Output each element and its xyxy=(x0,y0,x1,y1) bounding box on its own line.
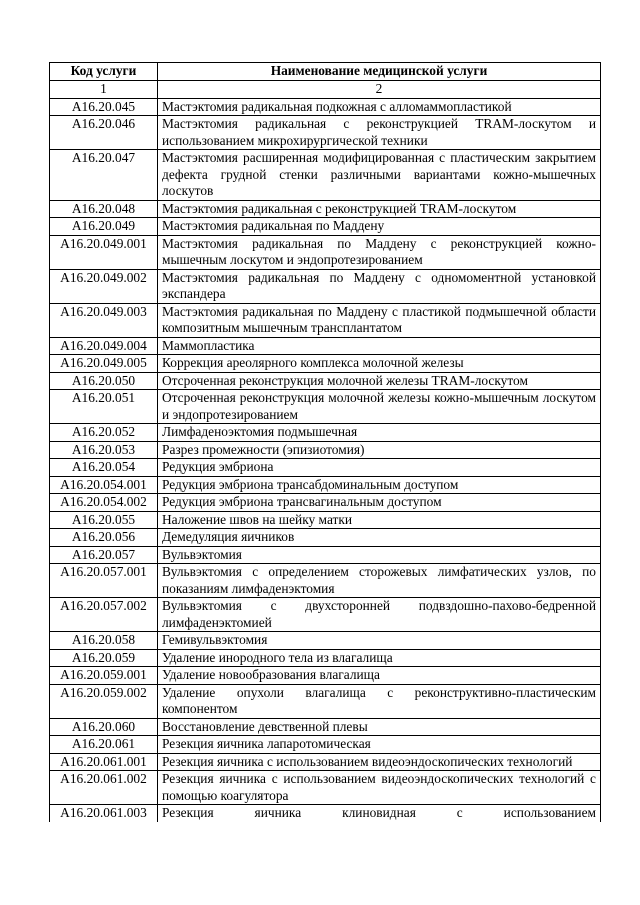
service-name: Резекция яичника с использованием видеоэндоскопических технологий с помощью коагулятора xyxy=(158,771,601,805)
table-row xyxy=(50,684,601,718)
service-name: Резекция яичника клиновидная с использованием xyxy=(158,805,601,822)
table-row xyxy=(50,459,601,477)
service-name: Наложение швов на шейку матки xyxy=(158,511,601,529)
service-code: A16.20.049.005 xyxy=(50,355,158,373)
service-code: A16.20.049.002 xyxy=(50,269,158,303)
service-code: A16.20.058 xyxy=(50,632,158,650)
column-number-2: 2 xyxy=(158,81,601,99)
table-row xyxy=(50,424,601,442)
table-header-row xyxy=(50,63,601,81)
table-row xyxy=(50,390,601,424)
service-name: Редукция эмбриона трансвагинальным доступом xyxy=(158,494,601,512)
table-row xyxy=(50,150,601,201)
service-name: Мастэктомия радикальная с реконструкцией TRAM-лоскутом xyxy=(158,200,601,218)
service-name: Разрез промежности (эпизиотомия) xyxy=(158,441,601,459)
service-code: A16.20.053 xyxy=(50,441,158,459)
table-row xyxy=(50,771,601,805)
table-row xyxy=(50,598,601,632)
table-row xyxy=(50,355,601,373)
service-name: Лимфаденоэктомия подмышечная xyxy=(158,424,601,442)
table-row xyxy=(50,632,601,650)
service-name: Гемивульвэктомия xyxy=(158,632,601,650)
service-code: A16.20.054.001 xyxy=(50,476,158,494)
table-row xyxy=(50,494,601,512)
table-row xyxy=(50,649,601,667)
table-row xyxy=(50,718,601,736)
service-name: Удаление новообразования влагалища xyxy=(158,667,601,685)
service-code: A16.20.048 xyxy=(50,200,158,218)
service-code: A16.20.057.002 xyxy=(50,598,158,632)
service-name: Вульвэктомия с двухсторонней подвздошно-пахово-бедренной лимфаденэктомией xyxy=(158,598,601,632)
service-code: A16.20.049 xyxy=(50,218,158,236)
service-code: A16.20.049.001 xyxy=(50,235,158,269)
table-row xyxy=(50,116,601,150)
service-code: A16.20.051 xyxy=(50,390,158,424)
table-row xyxy=(50,546,601,564)
service-code: A16.20.061.001 xyxy=(50,753,158,771)
service-code: A16.20.061.003 xyxy=(50,805,158,822)
service-code: A16.20.057 xyxy=(50,546,158,564)
service-code: A16.20.050 xyxy=(50,372,158,390)
service-name: Мастэктомия радикальная с реконструкцией TRAM-лоскутом и использованием микрохирургической техники xyxy=(158,116,601,150)
service-name: Мастэктомия радикальная по Маддену xyxy=(158,218,601,236)
table-body xyxy=(50,98,601,805)
service-code: A16.20.060 xyxy=(50,718,158,736)
table-row xyxy=(50,98,601,116)
service-name: Демедуляция яичников xyxy=(158,529,601,547)
service-code: A16.20.054 xyxy=(50,459,158,477)
service-name: Мастэктомия радикальная по Маддену с одномоментной установкой экспандера xyxy=(158,269,601,303)
header-code: Код услуги xyxy=(50,63,158,81)
header-name: Наименование медицинской услуги xyxy=(158,63,601,81)
service-name: Удаление инородного тела из влагалища xyxy=(158,649,601,667)
service-code: A16.20.054.002 xyxy=(50,494,158,512)
table-row xyxy=(50,337,601,355)
service-name: Мастэктомия расширенная модифицированная с пластическим закрытием дефекта грудной стенки различными вариантами кожно-мышечных лоскутов xyxy=(158,150,601,201)
table-row xyxy=(50,476,601,494)
service-code: A16.20.047 xyxy=(50,150,158,201)
table-row xyxy=(50,736,601,754)
table-row xyxy=(50,372,601,390)
service-code: A16.20.061 xyxy=(50,736,158,754)
table-row xyxy=(50,200,601,218)
service-code: A16.20.061.002 xyxy=(50,771,158,805)
service-code: A16.20.057.001 xyxy=(50,564,158,598)
table-row xyxy=(50,667,601,685)
service-code: A16.20.055 xyxy=(50,511,158,529)
table-row xyxy=(50,303,601,337)
service-code: A16.20.049.003 xyxy=(50,303,158,337)
service-code: A16.20.059 xyxy=(50,649,158,667)
table-row-truncated xyxy=(50,805,601,822)
service-name: Коррекция ареолярного комплекса молочной железы xyxy=(158,355,601,373)
medical-services-table xyxy=(49,62,601,822)
table-row xyxy=(50,564,601,598)
service-code: A16.20.059.002 xyxy=(50,684,158,718)
service-code: A16.20.052 xyxy=(50,424,158,442)
service-name: Мастэктомия радикальная по Маддену с реконструкцией кожно-мышечным лоскутом и эндопротезированием xyxy=(158,235,601,269)
table-row xyxy=(50,511,601,529)
table-row xyxy=(50,529,601,547)
service-name: Вульвэктомия с определением сторожевых лимфатических узлов, по показаниям лимфаденэктомия xyxy=(158,564,601,598)
service-name: Мастэктомия радикальная по Маддену с пластикой подмышечной области композитным мышечным трансплантатом xyxy=(158,303,601,337)
table-row xyxy=(50,441,601,459)
service-name: Удаление опухоли влагалища с реконструктивно-пластическим компонентом xyxy=(158,684,601,718)
service-name: Отсроченная реконструкция молочной железы кожно-мышечным лоскутом и эндопротезированием xyxy=(158,390,601,424)
service-code: A16.20.056 xyxy=(50,529,158,547)
service-name: Вульвэктомия xyxy=(158,546,601,564)
table-row xyxy=(50,753,601,771)
document-page xyxy=(49,62,600,822)
service-name: Редукция эмбриона трансабдоминальным доступом xyxy=(158,476,601,494)
service-name: Мастэктомия радикальная подкожная с алломаммопластикой xyxy=(158,98,601,116)
service-code: A16.20.046 xyxy=(50,116,158,150)
table-row xyxy=(50,235,601,269)
service-code: A16.20.045 xyxy=(50,98,158,116)
table-row xyxy=(50,218,601,236)
service-name: Редукция эмбриона xyxy=(158,459,601,477)
column-number-1: 1 xyxy=(50,81,158,99)
service-name: Резекция яичника лапаротомическая xyxy=(158,736,601,754)
service-name: Восстановление девственной плевы xyxy=(158,718,601,736)
service-name: Резекция яичника с использованием видеоэндоскопических технологий xyxy=(158,753,601,771)
table-row xyxy=(50,269,601,303)
service-code: A16.20.059.001 xyxy=(50,667,158,685)
service-name: Маммопластика xyxy=(158,337,601,355)
service-code: A16.20.049.004 xyxy=(50,337,158,355)
service-name: Отсроченная реконструкция молочной железы TRAM-лоскутом xyxy=(158,372,601,390)
column-number-row xyxy=(50,81,601,99)
